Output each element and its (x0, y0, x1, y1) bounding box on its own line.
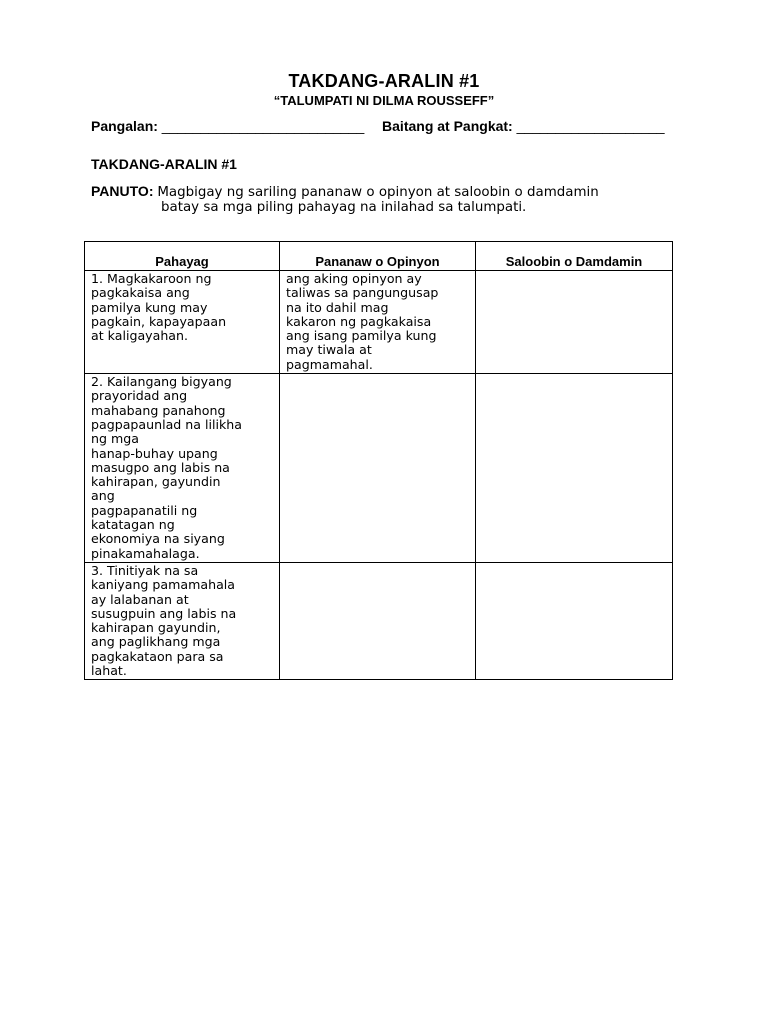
instructions-label: PANUTO: (91, 183, 154, 199)
pananaw-cell[interactable] (280, 271, 476, 374)
section-heading: TAKDANG-ARALIN #1 (91, 156, 237, 172)
table-row (85, 374, 673, 563)
page-subtitle: “TALUMPATI NI DILMA ROUSSEFF” (273, 93, 495, 108)
pahayag-cell (85, 374, 280, 563)
table-row (85, 562, 673, 679)
column-header-pahayag: Pahayag (85, 242, 280, 271)
name-blank[interactable]: __________________________ (161, 118, 365, 134)
saloobin-cell[interactable] (476, 562, 673, 679)
pahayag-text: 1. Magkakaroon ng pagkakaisa ang pamilya kung may pagkain, kapayapaan at kaligayahan. (91, 271, 227, 344)
table-header-row (85, 242, 673, 271)
pananaw-text: ang aking opinyon ay taliwas sa pangungusap na ito dahil mag kakaron ng pagkakaisa ang isang pamilya kung may tiwala at pagmamahal. (286, 271, 439, 372)
name-label: Pangalan: (91, 118, 158, 134)
pahayag-cell (85, 271, 280, 374)
saloobin-cell[interactable] (476, 271, 673, 374)
pananaw-cell[interactable] (280, 374, 476, 563)
column-header-pananaw: Pananaw o Opinyon (280, 242, 476, 271)
grade-section-label: Baitang at Pangkat: (382, 118, 513, 134)
pahayag-text: 2. Kailangang bigyang prayoridad ang mahabang panahong pagpapaunlad na lilikha ng mga hanap-buhay upang masugpo ang labis na kahirapan, gayundin ang pagpapanatili ng katatagan ng ekonomiya na siyang pinakamahalaga. (91, 374, 242, 561)
page-title: TAKDANG-ARALIN #1 (288, 71, 480, 91)
answer-table (84, 241, 673, 680)
saloobin-cell[interactable] (476, 374, 673, 563)
instructions-line-1: Magbigay ng sariling pananaw o opinyon at saloobin o damdamin (157, 185, 599, 200)
column-header-saloobin: Saloobin o Damdamin (476, 242, 673, 271)
table-row (85, 271, 673, 374)
student-info-line (91, 118, 691, 134)
pahayag-text: 3. Tinitiyak na sa kaniyang pamamahala ay lalabanan at susugpuin ang labis na kahirapan gayundin, ang paglikhang mga pagkakataon para sa lahat. (91, 562, 237, 679)
pananaw-cell[interactable] (280, 562, 476, 679)
instructions-line-2: batay sa mga piling pahayag na inilahad sa talumpati. (161, 200, 527, 215)
instructions (91, 184, 691, 215)
pahayag-cell (85, 562, 280, 679)
grade-section-blank[interactable]: ___________________ (516, 118, 665, 134)
